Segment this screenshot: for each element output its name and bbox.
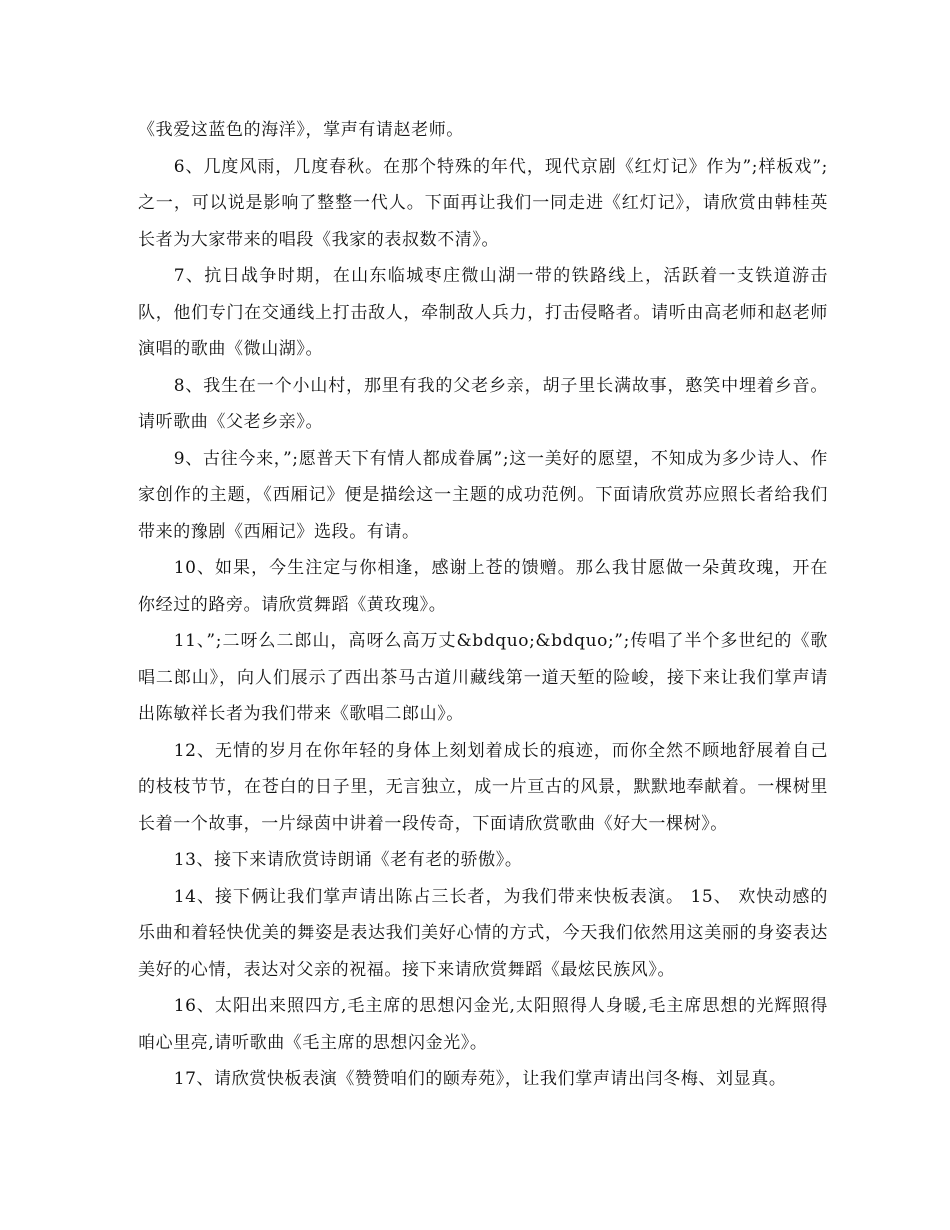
paragraph-item-10: 10、如果，今生注定与你相逢，感谢上苍的馈赠。那么我甘愿做一朵黄玫瑰，开在你经过的路旁。请欣赏舞蹈《黄玫瑰》。 bbox=[138, 558, 828, 615]
paragraph-item-12: 12、无情的岁月在你年轻的身体上刻划着成长的痕迹，而你全然不顾地舒展着自己的枝枝节节，在苍白的日子里，无言独立，成一片亘古的风景，默默地奉献着。一棵树里长着一个故事，一片绿茵中讲着一段传奇，下面请欣赏歌曲《好大一棵树》。 bbox=[138, 740, 828, 834]
paragraph-item-13: 13、接下来请欣赏诗朗诵《老有老的骄傲》。 bbox=[173, 850, 523, 870]
document-body bbox=[138, 112, 828, 1098]
paragraph-item-9: 9、古往今来，”;愿普天下有情人都成眷属”;这一美好的愿望，不知成为多少诗人、作家创作的主题，《西厢记》便是描绘这一主题的成功范例。下面请欣赏苏应照长者给我们带来的豫剧《西厢记》选段。有请。 bbox=[138, 448, 828, 542]
paragraph-item-17: 17、请欣赏快板表演《赞赞咱们的颐寿苑》，让我们掌声请出闫冬梅、刘显真。 bbox=[173, 1069, 787, 1089]
paragraph-item-16: 16、太阳出来照四方,毛主席的思想闪金光,太阳照得人身暖,毛主席思想的光辉照得咱心里亮,请听歌曲《毛主席的思想闪金光》。 bbox=[138, 996, 828, 1053]
paragraph-item-6: 6、几度风雨，几度春秋。在那个特殊的年代，现代京剧《红灯记》作为”;样板戏”;之一，可以说是影响了整整一代人。下面再让我们一同走进《红灯记》，请欣赏由韩桂英长者为大家带来的唱段《我家的表叔数不清》。 bbox=[138, 156, 828, 250]
paragraph-item-8: 8、我生在一个小山村，那里有我的父老乡亲，胡子里长满故事，憨笑中埋着乡音。请听歌曲《父老乡亲》。 bbox=[138, 375, 828, 432]
paragraph-item-7: 7、抗日战争时期，在山东临城枣庄微山湖一带的铁路线上，活跃着一支铁道游击队，他们专门在交通线上打击敌人，牵制敌人兵力，打击侵略者。请听由高老师和赵老师演唱的歌曲《微山湖》。 bbox=[138, 266, 828, 359]
paragraph-item-14-15: 14、接下俩让我们掌声请出陈占三长者，为我们带来快板表演。 15、 欢快动感的乐曲和着轻快优美的舞姿是表达我们美好心情的方式，今天我们依然用这美丽的身姿表达美好的心情，表达对父亲的祝福。接下来请欣赏舞蹈《最炫民族风》。 bbox=[138, 886, 828, 980]
paragraph-continuation: 《我爱这蓝色的海洋》，掌声有请赵老师。 bbox=[138, 120, 464, 140]
paragraph-item-11: 11、”;二呀么二郎山，高呀么高万丈&bdquo;&bdquo;”;传唱了半个多世纪的《歌唱二郎山》，向人们展示了西出茶马古道川藏线第一道天堑的险峻，接下来让我们掌声请出陈敏祥长者为我们带来《歌唱二郎山》。 bbox=[138, 631, 828, 724]
